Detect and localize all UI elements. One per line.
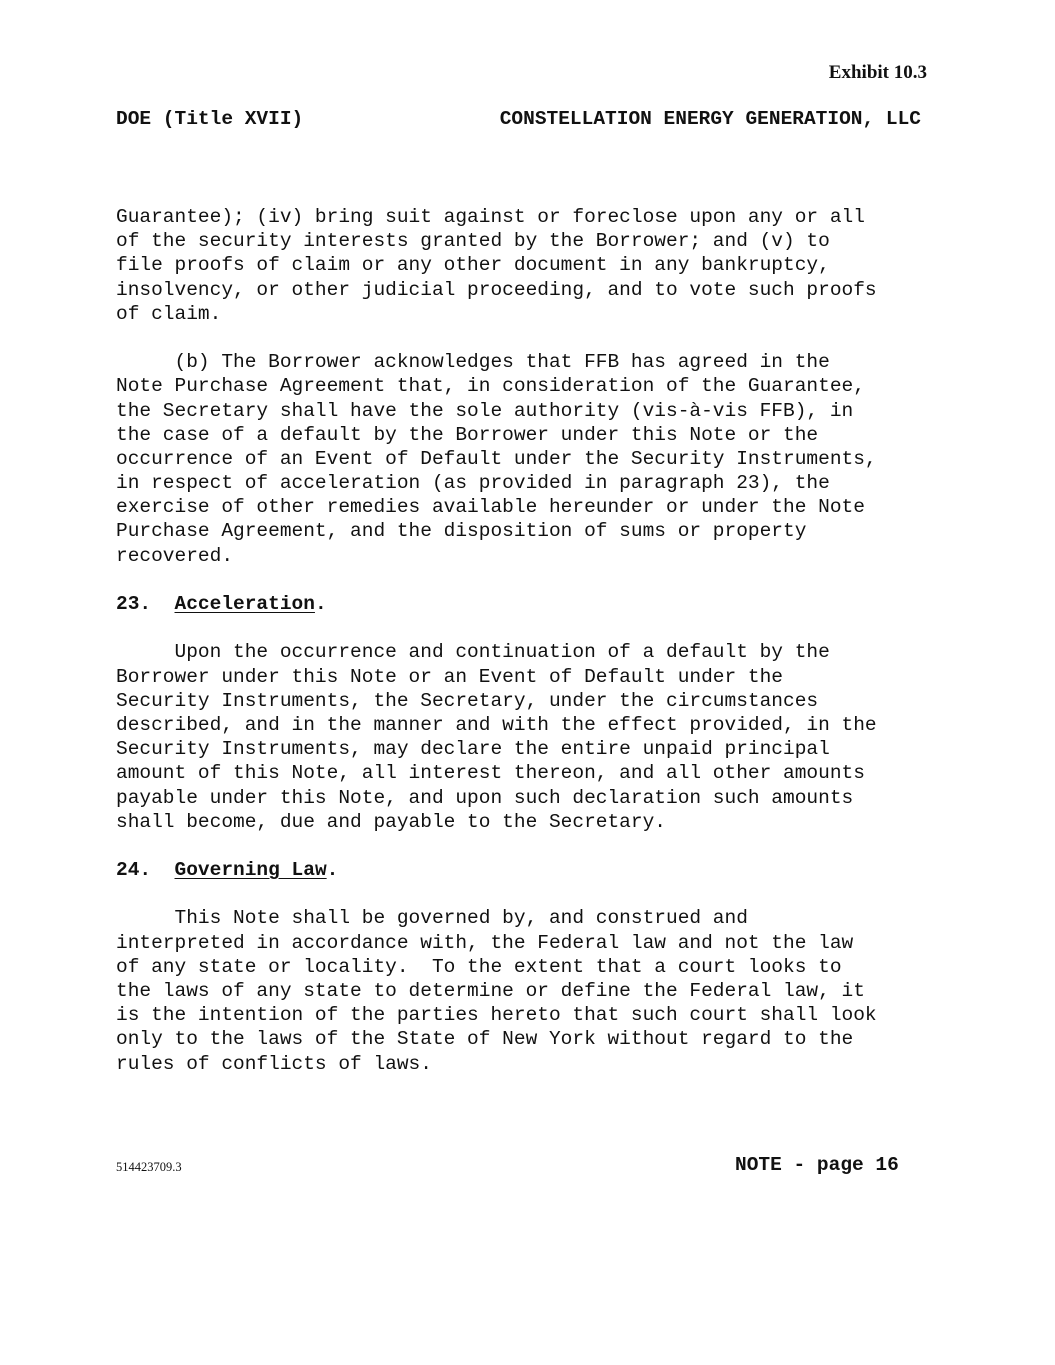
section-title: Governing Law xyxy=(174,859,327,882)
text-line: Security Instruments, may declare the entire unpaid principal xyxy=(116,738,830,761)
section-heading-acceleration xyxy=(116,592,936,616)
text-line: described, and in the manner and with the effect provided, in the xyxy=(116,713,877,736)
text-line: Guarantee); (iv) bring suit against or foreclose upon any or all xyxy=(116,206,865,228)
text-line: recovered. xyxy=(116,544,234,567)
paragraph-spacer xyxy=(116,616,936,640)
exhibit-label: Exhibit 10.3 xyxy=(828,62,927,83)
paragraph-continuation xyxy=(116,205,936,326)
section-number: 24. xyxy=(116,859,175,882)
section-body-acceleration xyxy=(116,640,936,834)
paragraph-spacer xyxy=(116,834,936,858)
text-line: insolvency, or other judicial proceeding, and to vote such proofs xyxy=(116,278,877,301)
document-id: 514423709.3 xyxy=(116,1160,182,1174)
paragraph-spacer xyxy=(116,568,936,592)
text-line: exercise of other remedies available hereunder or under the Note xyxy=(116,496,865,519)
text-line: This Note shall be governed by, and construed and xyxy=(116,907,748,930)
paragraph-spacer xyxy=(116,882,936,906)
text-line: the case of a default by the Borrower under this Note or the xyxy=(116,423,819,446)
text-line: amount of this Note, all interest thereon, and all other amounts xyxy=(116,762,865,785)
text-line: payable under this Note, and upon such declaration such amounts xyxy=(116,786,854,809)
section-title: Acceleration xyxy=(174,593,315,615)
section-number: 23. xyxy=(116,593,175,615)
text-line: Security Instruments, the Secretary, under the circumstances xyxy=(116,689,819,712)
text-line: occurrence of an Event of Default under the Security Instruments, xyxy=(116,447,877,470)
text-line: in respect of acceleration (as provided in paragraph 23), the xyxy=(116,472,830,495)
text-line: Note Purchase Agreement that, in consideration of the Guarantee, xyxy=(116,375,865,398)
text-line: interpreted in accordance with, the Federal law and not the law xyxy=(116,931,854,954)
paragraph-spacer xyxy=(116,326,936,350)
text-line: of claim. xyxy=(116,302,222,325)
text-line: of any state or locality. To the extent that a court looks to xyxy=(116,955,842,978)
text-line: the laws of any state to determine or define the Federal law, it xyxy=(116,980,865,1002)
text-line: is the intention of the parties hereto that such court shall look xyxy=(116,1004,877,1027)
text-line: file proofs of claim or any other document in any bankruptcy, xyxy=(116,254,830,277)
text-line: only to the laws of the State of New York without regard to the xyxy=(116,1028,854,1051)
text-line: Upon the occurrence and continuation of a default by the xyxy=(116,641,830,664)
page-label: NOTE - page 16 xyxy=(735,1154,899,1176)
section-heading-governing-law xyxy=(116,858,936,882)
text-line: Purchase Agreement, and the disposition of sums or property xyxy=(116,520,807,543)
text-line: rules of conflicts of laws. xyxy=(116,1052,432,1075)
document-body xyxy=(116,205,936,1076)
section-body-governing-law xyxy=(116,906,936,1075)
section-title-period: . xyxy=(314,593,327,615)
text-line: (b) The Borrower acknowledges that FFB has agreed in the xyxy=(116,351,830,374)
header-company-name: CONSTELLATION ENERGY GENERATION, LLC xyxy=(499,108,921,130)
section-title-period: . xyxy=(326,859,339,882)
text-line: the Secretary shall have the sole authority (vis-à-vis FFB), in xyxy=(116,399,854,422)
text-line: Borrower under this Note or an Event of Default under the xyxy=(116,665,784,688)
text-line: shall become, due and payable to the Secretary. xyxy=(116,810,666,833)
header-program-title: DOE (Title XVII) xyxy=(116,108,304,130)
paragraph-b xyxy=(116,350,936,568)
text-line: of the security interests granted by the Borrower; and (v) to xyxy=(116,230,830,253)
